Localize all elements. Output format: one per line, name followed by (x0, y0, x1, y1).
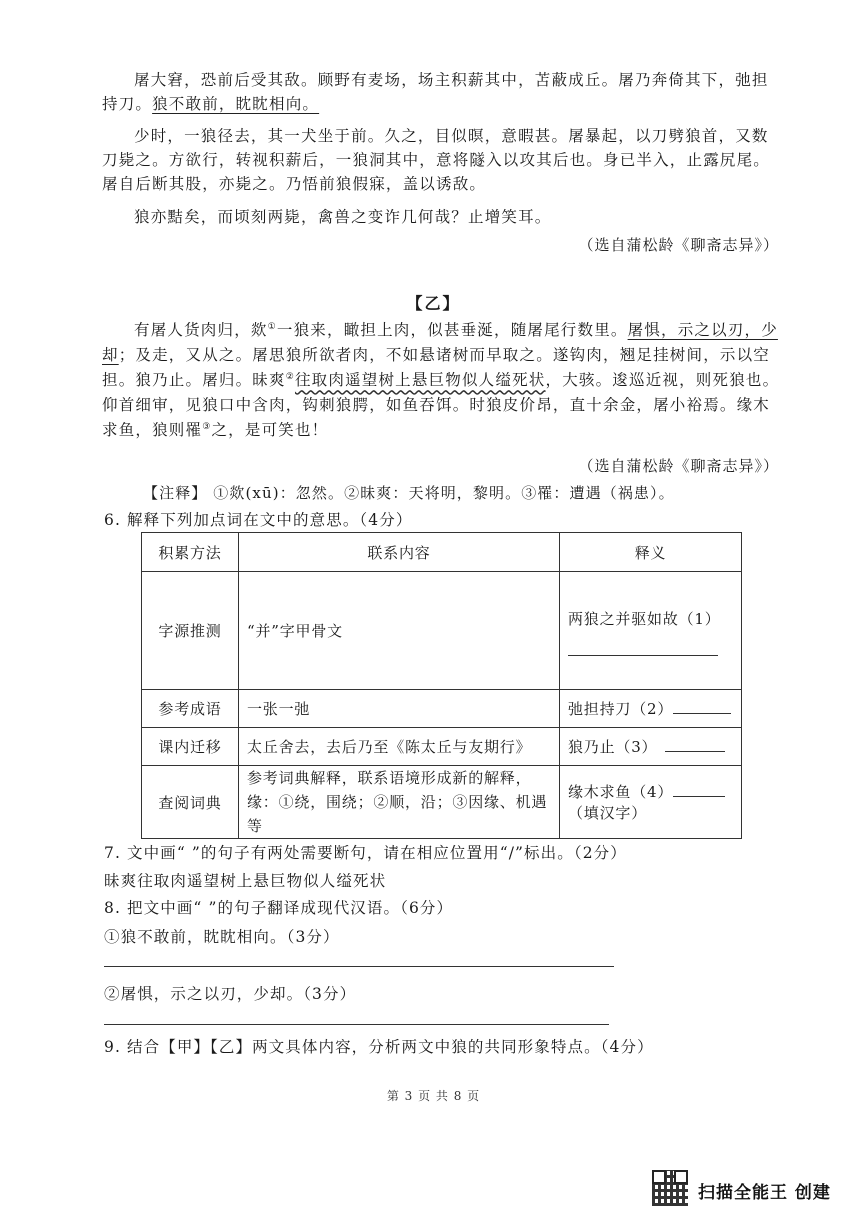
answer-blank[interactable] (665, 739, 725, 752)
method-cell: 查阅词典 (142, 766, 239, 839)
passage-jia-source: （选自蒲松龄《聊斋志异》） (578, 236, 779, 254)
question-7-sentence: 昧爽往取肉遥望树上悬巨物似人缢死状 (104, 872, 387, 890)
method-cell: 课内迁移 (142, 728, 239, 766)
method-cell: 字源推测 (142, 572, 239, 690)
answer-cell (560, 690, 742, 728)
passage-jia-paragraph-3: 狼亦黠矣，而顷刻两毙，禽兽之变诈几何哉？止增笑耳。 (134, 208, 552, 226)
passage-yi-heading: 【乙】 (406, 294, 461, 313)
answer-blank[interactable] (673, 784, 725, 797)
passage-text: ，大骇。逡巡近视，则死狼也。仰首细审，见狼口中含肉，钩刺狼腭，如鱼吞饵。时狼皮价昂，直十余金，屠小裕焉。缘木求鱼，狼则罹 (102, 371, 780, 440)
vocab-table (141, 532, 742, 839)
answer-line[interactable] (104, 966, 614, 967)
page-footer: 第 3 页 共 8 页 (386, 1089, 481, 1103)
wavy-underlined-sentence: 往取肉遥望树上悬巨物似人缢死状 (294, 371, 546, 390)
table-header: 积累方法 (142, 533, 239, 572)
passage-text: 屠大窘，恐前后受其敌。顾野有麦场，场主积薪其中，苫蔽成丘。屠乃奔倚其下，弛担持刀。 (102, 71, 769, 114)
table-header: 释义 (560, 533, 742, 572)
passage-yi-paragraph (102, 318, 782, 444)
table-header: 联系内容 (239, 533, 560, 572)
footnote-marker: ③ (202, 422, 212, 433)
question-6-stem: 6. 解释下列加点词在文中的意思。（4分） (104, 511, 413, 529)
qr-code-icon (652, 1170, 688, 1206)
item-text: 狼乃止（3） (568, 738, 658, 756)
answer-cell (560, 572, 742, 690)
question-8-item-2: ②屠惧，示之以刃，少却。（3分） (104, 985, 357, 1003)
answer-line[interactable] (104, 1024, 609, 1025)
passage-yi-source: （选自蒲松龄《聊斋志异》） (578, 457, 779, 475)
table-header-row (142, 533, 742, 572)
scanner-watermark: 扫描全能王 创建 (698, 1183, 831, 1203)
passage-text: 之，是可笑也！ (211, 421, 329, 440)
passage-jia-paragraph-1 (102, 68, 782, 116)
question-8-stem: 8. 把文中画“ ”的句子翻译成现代汉语。（6分） (104, 899, 454, 917)
item-text: 弛担持刀（2） (568, 700, 674, 718)
content-cell: “并”字甲骨文 (239, 572, 560, 690)
annotation-notes: 【注释】 ①欻(xū)：忽然。②昧爽：天将明，黎明。③罹：遭遇（祸患）。 (143, 484, 675, 502)
answer-blank[interactable] (568, 633, 718, 656)
item-note: （填汉字） (568, 804, 648, 822)
footnote-marker: ① (267, 321, 277, 332)
table-row (142, 766, 742, 839)
item-text: 缘木求鱼（4） (568, 783, 674, 801)
table-row (142, 728, 742, 766)
underlined-sentence: 屠惧，示之以刃，少却 (102, 321, 778, 365)
answer-cell (560, 766, 742, 839)
passage-text: 一狼来，瞰担上肉，似甚垂涎，随屠尾行数里。 (276, 321, 628, 339)
answer-cell (560, 728, 742, 766)
footnote-marker: ② (285, 372, 295, 383)
passage-jia-paragraph-2: 少时，一狼径去，其一犬坐于前。久之，目似暝，意暇甚。屠暴起，以刀劈狼首，又数刀毙之。方欲行，转视积薪后，一狼洞其中，意将隧入以攻其后也。身已半入，止露尻尾。屠自后断其股，亦毙之。乃悟前狼假寐，盖以诱敌。 (102, 127, 771, 194)
answer-blank[interactable] (673, 701, 731, 714)
item-text: 两狼之并驱如故（1） (568, 609, 721, 628)
table-row (142, 690, 742, 728)
passage-text: 有屠人货肉归，欻 (134, 321, 268, 339)
content-cell: 参考词典解释，联系语境形成新的解释，缘：①绕，围绕；②顺，沿；③因缘、机遇等 (239, 766, 560, 839)
question-9-stem: 9. 结合【甲】【乙】两文具体内容，分析两文中狼的共同形象特点。（4分） (104, 1038, 654, 1056)
table-row (142, 572, 742, 690)
question-7-stem: 7. 文中画“ ”的句子有两处需要断句，请在相应位置用“/”标出。（2分） (104, 844, 627, 862)
passage-text: ；及走，又从之。屠思狼所欲者肉，不如悬诸树而早取之。遂钩肉，翘足挂树间，示以空担。狼乃止。屠归。昧爽 (102, 346, 771, 390)
question-8-item-1: ①狼不敢前，眈眈相向。（3分） (104, 928, 340, 946)
content-cell: 一张一弛 (239, 690, 560, 728)
underlined-sentence: 狼不敢前，眈眈相向。 (152, 95, 320, 114)
method-cell: 参考成语 (142, 690, 239, 728)
content-cell: 太丘舍去，去后乃至《陈太丘与友期行》 (239, 728, 560, 766)
